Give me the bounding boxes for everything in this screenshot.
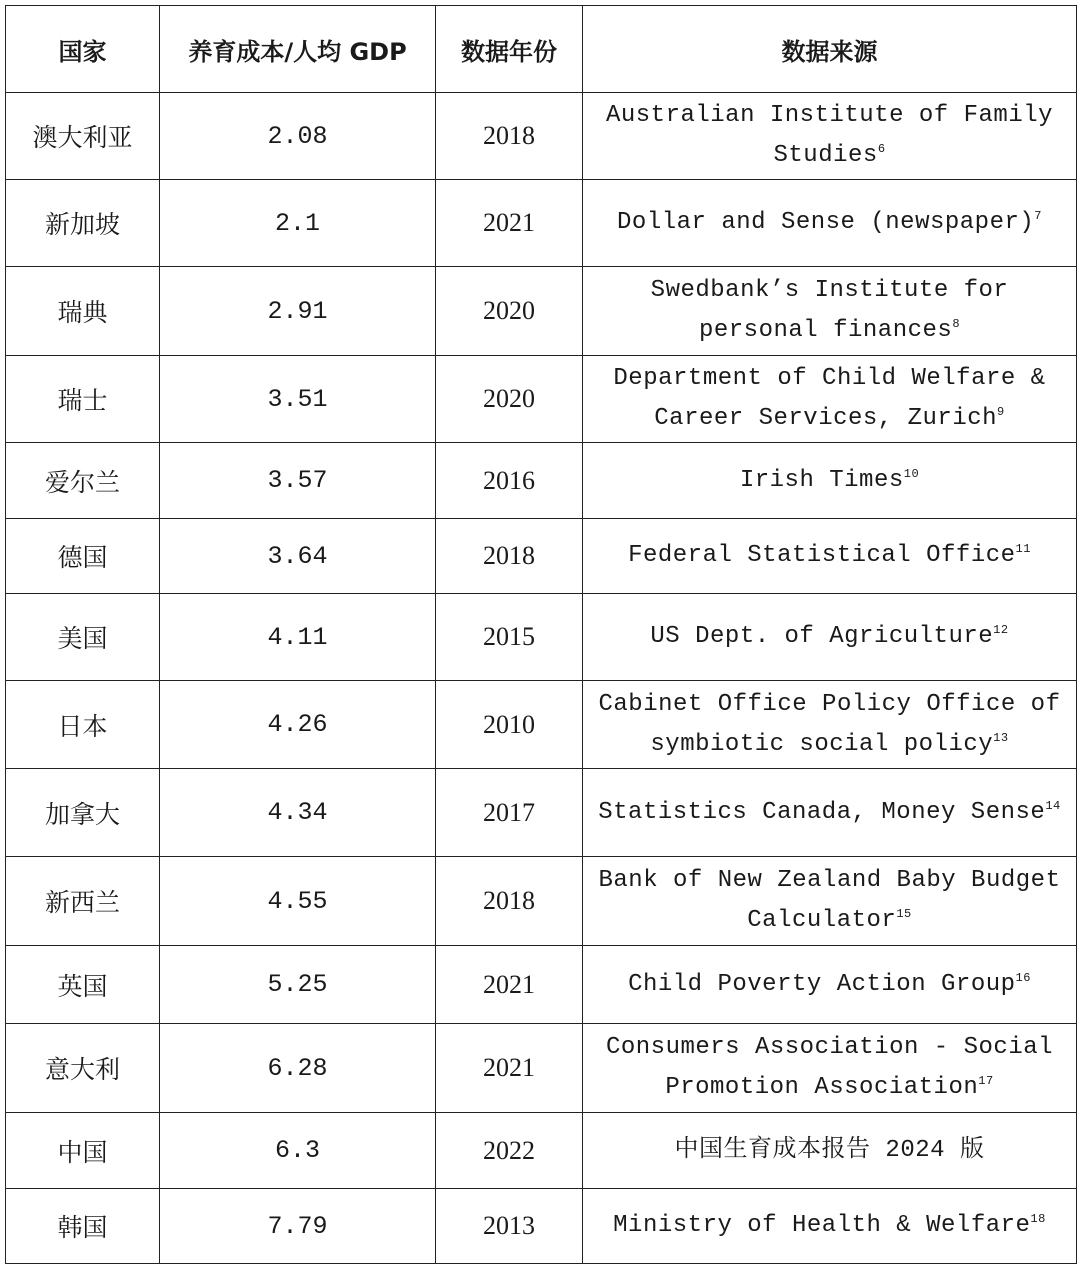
table-row	[6, 519, 1077, 594]
cell-country-text: 韩国	[57, 1213, 108, 1242]
cell-source-text: Dollar and Sense (newspaper)	[617, 209, 1035, 236]
cell-source-text: Federal Statistical Office	[628, 542, 1016, 569]
cell-ratio-text: 3.57	[267, 466, 328, 495]
table-row	[6, 681, 1077, 769]
cell-ratio-text: 2.1	[274, 208, 320, 238]
cell-ratio-text: 3.51	[267, 384, 328, 414]
footnote-marker: 10	[903, 466, 920, 481]
cell-source-text: US Dept. of Agriculture	[650, 623, 994, 650]
cell-source-text: Irish Times	[739, 466, 904, 494]
cell-ratio-text: 2.91	[267, 296, 328, 326]
cell-country	[6, 356, 160, 443]
cell-source	[583, 1189, 1077, 1264]
cell-year-text: 2020	[483, 384, 535, 413]
cell-source	[583, 769, 1077, 857]
cell-source-text: 中国生育成本报告 2024 版	[674, 1136, 985, 1164]
cell-source	[583, 180, 1077, 267]
cell-source	[583, 519, 1077, 594]
cell-ratio-text: 3.64	[267, 541, 328, 571]
cell-source-text: Cabinet Office Policy Office of symbiotic social policy	[598, 690, 1061, 758]
footnote-marker: 13	[993, 730, 1009, 745]
cell-year	[436, 681, 583, 769]
cell-year-text: 2013	[483, 1211, 535, 1240]
cell-source	[583, 681, 1077, 769]
cell-year	[436, 180, 583, 267]
cell-source	[583, 267, 1077, 356]
cell-ratio-text: 4.26	[267, 710, 328, 739]
cell-country-text: 新西兰	[44, 888, 120, 917]
cell-source-text: Australian Institute of Family Studies	[605, 102, 1054, 169]
cell-country	[6, 519, 160, 594]
footnote-marker: 8	[952, 317, 961, 331]
table-row	[6, 443, 1077, 519]
table-row	[6, 1024, 1077, 1113]
cell-ratio	[160, 594, 436, 681]
cell-ratio	[160, 356, 436, 443]
cell-country-text: 澳大利亚	[32, 123, 133, 152]
cell-country-text: 瑞典	[57, 298, 108, 327]
cell-country	[6, 857, 160, 946]
cell-year-text: 2020	[483, 296, 535, 325]
cell-year-text: 2016	[483, 465, 535, 495]
cell-year-text: 2021	[483, 969, 535, 999]
cell-ratio-text: 6.3	[274, 1136, 320, 1165]
cell-ratio	[160, 93, 436, 180]
cell-country	[6, 681, 160, 769]
cell-year	[436, 93, 583, 180]
cell-year-text: 2018	[483, 886, 535, 915]
cell-country-text: 瑞士	[57, 386, 108, 415]
cell-source-text: Statistics Canada, Money Sense	[598, 798, 1046, 826]
cell-year	[436, 519, 583, 594]
cell-country	[6, 594, 160, 681]
cell-source	[583, 356, 1077, 443]
footnote-marker: 15	[896, 907, 912, 921]
footnote-marker: 12	[993, 623, 1009, 637]
footnote-marker: 11	[1015, 542, 1031, 556]
cell-source-text: Swedbank’s Institute for personal finances	[650, 277, 1009, 344]
cell-source-text: Consumers Association - Social Promotion Association	[605, 1034, 1054, 1101]
footnote-marker: 17	[978, 1074, 994, 1088]
cell-source-text: Department of Child Welfare & Career Services, Zurich	[613, 365, 1046, 432]
cell-ratio	[160, 1024, 436, 1113]
cell-ratio	[160, 946, 436, 1024]
cell-ratio	[160, 180, 436, 267]
cell-year	[436, 769, 583, 857]
table-row	[6, 180, 1077, 267]
cell-ratio	[160, 1113, 436, 1189]
cell-ratio-text: 6.28	[267, 1053, 328, 1083]
cell-country	[6, 769, 160, 857]
header-country: 国家	[6, 6, 160, 93]
cell-source	[583, 1024, 1077, 1113]
cell-country-text: 日本	[57, 711, 108, 741]
cell-country-text: 中国	[57, 1137, 108, 1167]
cell-year	[436, 267, 583, 356]
footnote-marker: 18	[1030, 1212, 1046, 1226]
cell-year	[436, 1189, 583, 1264]
cell-ratio-text: 7.79	[267, 1211, 328, 1241]
cell-source	[583, 594, 1077, 681]
cell-country-text: 爱尔兰	[44, 467, 120, 497]
cell-country	[6, 93, 160, 180]
cell-source	[583, 93, 1077, 180]
cell-country-text: 新加坡	[44, 210, 120, 239]
cell-ratio	[160, 519, 436, 594]
cell-country	[6, 443, 160, 519]
cell-year-text: 2010	[483, 709, 535, 739]
table-row	[6, 946, 1077, 1024]
cell-country-text: 加拿大	[44, 799, 120, 829]
cell-country	[6, 1024, 160, 1113]
cell-ratio-text: 4.11	[267, 622, 328, 652]
table-row	[6, 1189, 1077, 1264]
cell-ratio	[160, 857, 436, 946]
table-row	[6, 857, 1077, 946]
cell-country	[6, 267, 160, 356]
cell-source-text: Bank of New Zealand Baby Budget Calculator	[598, 867, 1061, 934]
table-body	[6, 93, 1077, 1264]
cell-ratio	[160, 1189, 436, 1264]
table-row	[6, 1113, 1077, 1189]
table-row	[6, 356, 1077, 443]
cell-ratio-text: 5.25	[267, 970, 328, 999]
cell-source-text: Ministry of Health & Welfare	[613, 1212, 1031, 1239]
footnote-marker: 14	[1045, 798, 1061, 813]
footnote-marker: 9	[997, 405, 1005, 419]
cell-source	[583, 443, 1077, 519]
cell-ratio	[160, 769, 436, 857]
cell-year	[436, 946, 583, 1024]
cell-country-text: 英国	[57, 971, 108, 1001]
cell-source	[583, 1113, 1077, 1189]
cell-ratio	[160, 443, 436, 519]
cell-year	[436, 857, 583, 946]
cell-year-text: 2022	[483, 1135, 535, 1165]
cell-ratio-text: 4.55	[267, 886, 328, 916]
header-row	[6, 6, 1077, 93]
header-ratio: 养育成本/人均 GDP	[160, 6, 436, 93]
footnote-marker: 6	[877, 142, 886, 156]
cell-country	[6, 946, 160, 1024]
cell-country	[6, 1113, 160, 1189]
header-source: 数据来源	[583, 6, 1077, 93]
footnote-marker: 16	[1015, 970, 1031, 985]
cell-country-text: 意大利	[44, 1055, 120, 1084]
cell-ratio-text: 4.34	[267, 798, 328, 827]
cell-year-text: 2017	[483, 797, 535, 827]
cell-year	[436, 356, 583, 443]
cell-ratio-text: 2.08	[267, 121, 328, 151]
table-row	[6, 93, 1077, 180]
cell-year-text: 2018	[483, 541, 535, 570]
cell-ratio	[160, 681, 436, 769]
cell-source	[583, 946, 1077, 1024]
cell-country	[6, 1189, 160, 1264]
table-row	[6, 769, 1077, 857]
table-row	[6, 267, 1077, 356]
cell-source-text: Child Poverty Action Group	[628, 970, 1016, 998]
cell-country	[6, 180, 160, 267]
cell-source	[583, 857, 1077, 946]
cell-country-text: 美国	[57, 624, 108, 653]
cell-country-text: 德国	[57, 543, 108, 572]
cell-year	[436, 443, 583, 519]
footnote-marker: 7	[1034, 209, 1042, 223]
cell-ratio	[160, 267, 436, 356]
cell-year-text: 2015	[483, 622, 535, 651]
cell-year	[436, 1024, 583, 1113]
cell-year-text: 2021	[483, 208, 535, 237]
cell-year	[436, 1113, 583, 1189]
cell-year-text: 2021	[483, 1053, 535, 1082]
header-year: 数据年份	[436, 6, 583, 93]
cost-table	[5, 5, 1077, 1264]
table-row	[6, 594, 1077, 681]
cell-year	[436, 594, 583, 681]
cell-year-text: 2018	[483, 121, 535, 150]
